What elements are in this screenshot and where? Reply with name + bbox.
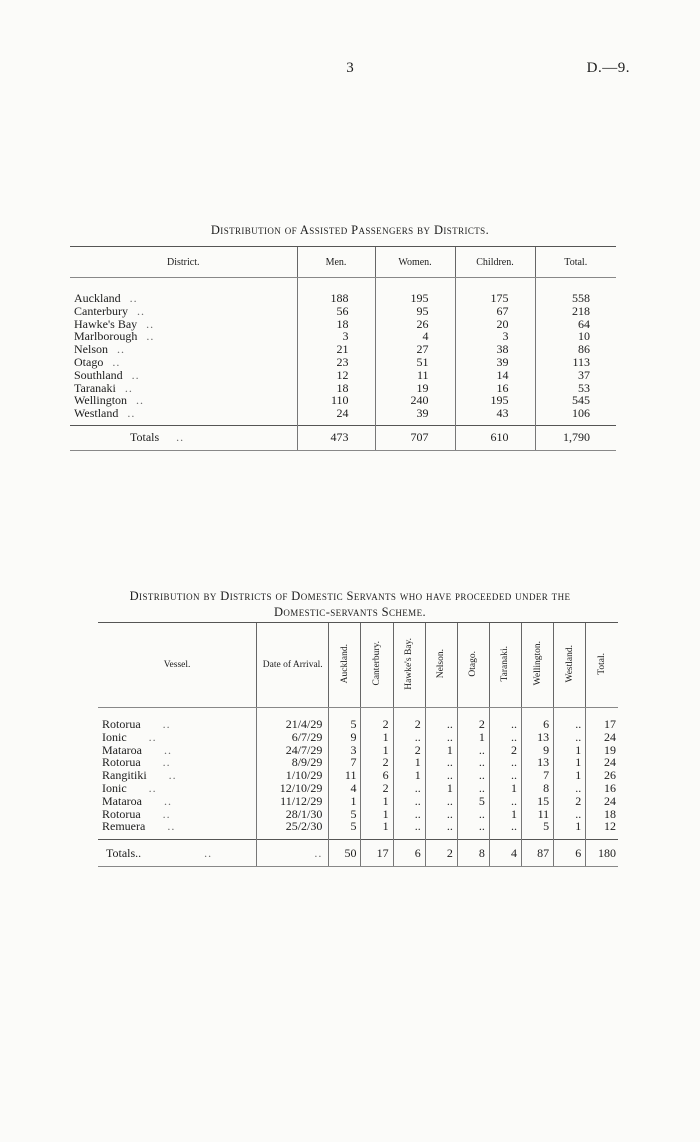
cell-nelson: .. [425,731,457,744]
col-men: Men. [297,247,375,278]
cell-men: 21 [297,343,375,356]
cell-total: 17 [586,708,618,731]
col-total: Total. [535,247,616,278]
cell-children: 3 [455,330,535,343]
cell-women: 26 [375,318,455,331]
cell-canterbury: 2 [361,756,393,769]
cell-total: 24 [586,795,618,808]
col-women: Women. [375,247,455,278]
assisted-passengers-table [70,246,616,451]
district-name: Wellington .. [74,393,145,408]
district-name: Nelson .. [74,342,125,357]
cell-taranaki: 1 [489,808,521,821]
cell-auckland: 5 [329,808,361,821]
arrival-date: 11/12/29 [257,795,329,808]
cell-auckland: 3 [329,744,361,757]
cell-women: 240 [375,394,455,407]
cell-taranaki: .. [489,795,521,808]
cell-hawkes-bay: .. [393,731,425,744]
vessel-name: Rotorua .. [102,755,171,770]
domestic-servants-table [98,622,618,867]
cell-taranaki: 1 [489,782,521,795]
cell-women: 27 [375,343,455,356]
cell-total: 10 [535,330,616,343]
vessel-row [98,820,618,839]
district-name: Canterbury .. [74,303,145,318]
district-row [70,278,616,305]
cell-otago: .. [457,756,489,769]
cell-total: 64 [535,318,616,331]
col-canterbury: Canterbury. [361,623,393,708]
vessel-name: Mataroa .. [102,793,172,808]
cell-otago: .. [457,808,489,821]
cell-auckland: 7 [329,756,361,769]
cell-canterbury: 1 [361,731,393,744]
vessel-name: Ionic .. [102,729,157,744]
cell-men: 188 [297,278,375,305]
cell-nelson: 1 [425,782,457,795]
cell-otago: .. [457,769,489,782]
cell-auckland: 4 [329,782,361,795]
cell-children: 67 [455,305,535,318]
cell-men: 18 [297,318,375,331]
cell-otago: .. [457,820,489,839]
arrival-date: 21/4/29 [257,708,329,731]
cell-wellington: 6 [522,708,554,731]
vessel-row [98,782,618,795]
cell-children: 175 [455,278,535,305]
vessel-name: Ionic .. [102,780,157,795]
cell-westland: .. [554,782,586,795]
cell-women: 51 [375,356,455,369]
cell-women: 11 [375,369,455,382]
table2-caption-line1: Distribution by Districts of Domestic Servants who have proceeded under the [129,589,571,603]
cell-westland: .. [554,731,586,744]
district-name: Taranaki .. [74,380,133,395]
cell-children: 195 [455,394,535,407]
cell-taranaki: .. [489,769,521,782]
cell-total: 24 [586,731,618,744]
cell-nelson: .. [425,808,457,821]
district-row [70,369,616,382]
cell-total: 558 [535,278,616,305]
cell-total: 106 [535,407,616,425]
vessel-row [98,731,618,744]
table1-caption: Distribution of Assisted Passengers by Districts. [210,223,490,237]
cell-westland: 1 [554,820,586,839]
cell-wellington: 15 [522,795,554,808]
cell-nelson: .. [425,769,457,782]
totals-otago: 8 [457,840,489,867]
cell-wellington: 5 [522,820,554,839]
cell-hawkes-bay: 1 [393,756,425,769]
cell-wellington: 13 [522,756,554,769]
cell-children: 39 [455,356,535,369]
cell-wellington: 8 [522,782,554,795]
vessel-name: Rotorua .. [102,717,171,731]
vessel-row [98,795,618,808]
cell-auckland: 5 [329,708,361,731]
col-wellington: Wellington. [522,623,554,708]
vessel-name: Rotorua .. [102,806,171,821]
district-name: Auckland .. [74,291,138,305]
cell-taranaki: .. [489,708,521,731]
district-row [70,407,616,425]
totals-canterbury: 17 [361,840,393,867]
cell-men: 18 [297,382,375,395]
arrival-date: 24/7/29 [257,744,329,757]
cell-total: 24 [586,756,618,769]
arrival-date: 28/1/30 [257,808,329,821]
vessel-row [98,769,618,782]
cell-hawkes-bay: 2 [393,708,425,731]
cell-canterbury: 1 [361,795,393,808]
cell-men: 24 [297,407,375,425]
cell-total: 12 [586,820,618,839]
arrival-date: 8/9/29 [257,756,329,769]
page-number: 3 [346,60,354,76]
cell-canterbury: 1 [361,808,393,821]
district-name: Westland .. [74,406,136,421]
col-vessel: Vessel. [98,623,257,708]
col-taranaki: Taranaki. [489,623,521,708]
cell-total: 113 [535,356,616,369]
cell-canterbury: 2 [361,708,393,731]
col-otago: Otago. [457,623,489,708]
cell-total: 16 [586,782,618,795]
cell-wellington: 7 [522,769,554,782]
totals-hawkes-bay: 6 [393,840,425,867]
cell-children: 14 [455,369,535,382]
totals-total: 180 [586,840,618,867]
totals-auckland: 50 [329,840,361,867]
district-name: Otago .. [74,354,121,369]
cell-westland: .. [554,808,586,821]
totals-men: 473 [297,425,375,450]
totals-label: Totals .. [70,425,297,450]
cell-total: 18 [586,808,618,821]
cell-hawkes-bay: 2 [393,744,425,757]
totals-nelson: 2 [425,840,457,867]
vessel-name: Remuera .. [102,819,176,834]
table2-totals-row [98,840,618,867]
cell-taranaki: 2 [489,744,521,757]
cell-women: 95 [375,305,455,318]
district-name: Hawke's Bay .. [74,316,155,331]
vessel-name: Rangitiki .. [102,768,177,783]
cell-taranaki: .. [489,756,521,769]
district-name: Marlborough .. [74,329,155,344]
cell-wellington: 11 [522,808,554,821]
cell-otago: 2 [457,708,489,731]
totals-taranaki: 4 [489,840,521,867]
cell-total: 26 [586,769,618,782]
cell-auckland: 1 [329,795,361,808]
cell-otago: .. [457,744,489,757]
totals-children: 610 [455,425,535,450]
cell-nelson: 1 [425,744,457,757]
col-nelson: Nelson. [425,623,457,708]
col-hawkes-bay: Hawke's Bay. [393,623,425,708]
totals-label: Totals.. .. [98,840,257,867]
cell-men: 3 [297,330,375,343]
cell-auckland: 5 [329,820,361,839]
document-code: D.—9. [586,60,630,76]
cell-westland: 1 [554,769,586,782]
arrival-date: 1/10/29 [257,769,329,782]
cell-nelson: .. [425,708,457,731]
cell-wellington: 13 [522,731,554,744]
cell-otago: .. [457,782,489,795]
col-district: District. [70,247,297,278]
district-row [70,305,616,318]
cell-men: 12 [297,369,375,382]
totals-westland: 6 [554,840,586,867]
cell-men: 56 [297,305,375,318]
col-children: Children. [455,247,535,278]
cell-canterbury: 2 [361,782,393,795]
cell-westland: 1 [554,744,586,757]
arrival-date: 25/2/30 [257,820,329,839]
cell-hawkes-bay: .. [393,808,425,821]
arrival-date: 6/7/29 [257,731,329,744]
table2-header-row [98,623,618,708]
district-name: Southland .. [74,367,140,382]
cell-women: 39 [375,407,455,425]
totals-total: 1,790 [535,425,616,450]
cell-hawkes-bay: .. [393,782,425,795]
col-auckland: Auckland. [329,623,361,708]
cell-total: 545 [535,394,616,407]
cell-nelson: .. [425,795,457,808]
cell-nelson: .. [425,756,457,769]
cell-total: 19 [586,744,618,757]
cell-women: 195 [375,278,455,305]
cell-hawkes-bay: .. [393,795,425,808]
district-row [70,356,616,369]
cell-otago: 5 [457,795,489,808]
col-date-of-arrival: Date of Arrival. [257,623,329,708]
cell-total: 37 [535,369,616,382]
cell-women: 19 [375,382,455,395]
totals-wellington: 87 [522,840,554,867]
cell-men: 110 [297,394,375,407]
table2-caption-line2: Domestic-servants Scheme. [273,605,427,619]
cell-total: 86 [535,343,616,356]
cell-total: 53 [535,382,616,395]
cell-westland: 1 [554,756,586,769]
cell-westland: .. [554,708,586,731]
cell-auckland: 9 [329,731,361,744]
cell-canterbury: 6 [361,769,393,782]
totals-date: .. [257,840,329,867]
cell-hawkes-bay: 1 [393,769,425,782]
totals-women: 707 [375,425,455,450]
vessel-name: Mataroa .. [102,742,172,757]
cell-otago: 1 [457,731,489,744]
cell-taranaki: .. [489,820,521,839]
table1-header-row [70,247,616,278]
cell-hawkes-bay: .. [393,820,425,839]
table1-totals-row [70,425,616,450]
cell-auckland: 11 [329,769,361,782]
vessel-row [98,808,618,821]
cell-children: 20 [455,318,535,331]
cell-children: 38 [455,343,535,356]
cell-women: 4 [375,330,455,343]
cell-children: 43 [455,407,535,425]
cell-taranaki: .. [489,731,521,744]
cell-total: 218 [535,305,616,318]
cell-canterbury: 1 [361,820,393,839]
cell-children: 16 [455,382,535,395]
cell-nelson: .. [425,820,457,839]
col-total: Total. [586,623,618,708]
arrival-date: 12/10/29 [257,782,329,795]
cell-wellington: 9 [522,744,554,757]
col-westland: Westland. [554,623,586,708]
cell-canterbury: 1 [361,744,393,757]
cell-westland: 2 [554,795,586,808]
vessel-row [98,708,618,731]
cell-men: 23 [297,356,375,369]
